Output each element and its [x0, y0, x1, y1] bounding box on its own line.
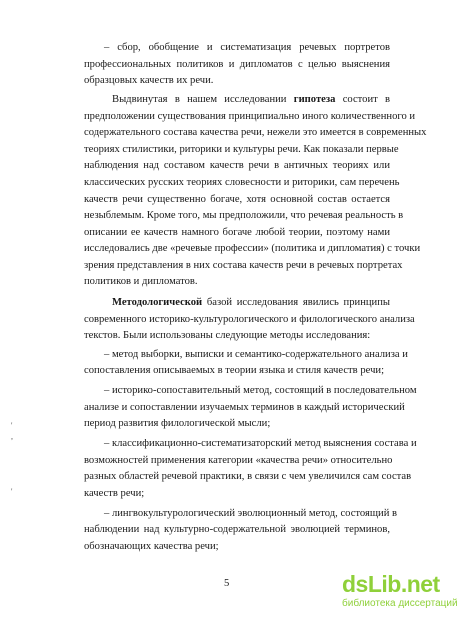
- watermark: [342, 571, 458, 615]
- text-line: обозначающих качества речи;: [84, 541, 219, 552]
- text-line: разных областей речевой практики, в связи с чем увеличился сам состав: [84, 471, 412, 482]
- list-item-line: – классификационно-систематизаторский метод выяснения состава и: [104, 438, 417, 449]
- text-fragment: Выдвинутая в нашем исследовании: [112, 94, 287, 105]
- text-fragment: базой исследования явились принципы: [206, 297, 390, 308]
- page-number: 5: [224, 578, 230, 589]
- text-line: современного историко-культурологического и филологического анализа: [84, 314, 415, 325]
- text-line: наблюдения над составом качеств речи в античных теориях или: [84, 160, 390, 171]
- text-line: содержательного состава качества речи, нежели это имеется в современных: [84, 127, 427, 138]
- text-line: теориях стилистики, риторики и культуры речи. Как показали первые: [84, 144, 399, 155]
- text-fragment: состоит в: [342, 94, 391, 105]
- list-item-line: – лингвокультурологический эволюционный метод, состоящий в: [104, 508, 398, 519]
- text-line: – сбор, обобщение и систематизация речевых портретов: [104, 42, 390, 53]
- list-item-line: – историко-сопоставительный метод, состоящий в последовательном: [104, 385, 417, 396]
- text-line: предположении существования принципиально иного количественного и: [84, 111, 416, 122]
- text-line: зрения представления в них состава качеств речи в речевых портретах: [84, 260, 403, 271]
- text-line: классических русских теориях словесности и риторики, сам перечень: [84, 177, 400, 188]
- text-line: качеств речи существенно богаче, хотя основной состав остается: [84, 194, 390, 205]
- text-line: профессиональных политиков и дипломатов с целью выяснения: [84, 59, 390, 70]
- hypothesis-term: гипотеза: [293, 94, 336, 105]
- list-item-line: – метод выборки, выписки и семантико-содержательного анализа и: [104, 349, 408, 360]
- text-line: исследовались две «речевые профессии» (политика и дипломатия) с точки: [84, 243, 421, 254]
- text-line: анализе и сопоставлении изучаемых терминов в каждый исторический: [84, 402, 405, 413]
- scan-artifact: ': [11, 421, 13, 430]
- text-line: наблюдении над культурно-содержательной эволюцией терминов,: [84, 524, 390, 535]
- methodology-line: [112, 296, 390, 309]
- text-line: качеств речи;: [84, 488, 145, 499]
- text-line: текстов. Были использованы следующие методы исследования:: [84, 330, 371, 341]
- watermark-subtitle: библиотека диссертаций: [342, 598, 458, 609]
- methodology-term: Методологической: [112, 297, 203, 308]
- text-line: период развития филологической мысли;: [84, 418, 271, 429]
- scan-artifact: ,: [11, 432, 13, 441]
- text-line: сопоставления описываемых в теории языка и стиля качеств речи;: [84, 365, 385, 376]
- text-line: возможностей применения категории «качества речи» относительно: [84, 455, 393, 466]
- scan-artifact: ': [11, 487, 13, 496]
- text-line: незыблемым. Кроме того, мы предположили, что речевая реальность в: [84, 210, 404, 221]
- text-line: описании ее качеств намного богаче любой теории, поэтому нами: [84, 227, 390, 238]
- text-line: образцовых качеств их речи.: [84, 75, 214, 86]
- text-line: политиков и дипломатов.: [84, 276, 198, 287]
- watermark-logo: dsLib.net: [342, 571, 440, 597]
- hypothesis-line: [112, 93, 390, 106]
